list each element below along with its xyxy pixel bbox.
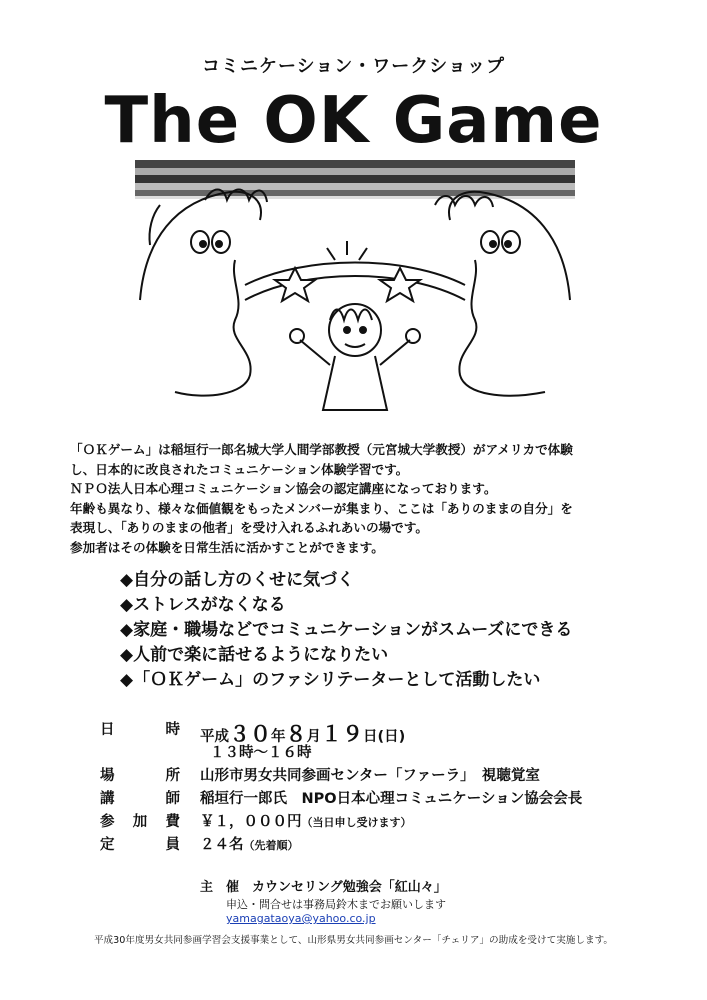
time-value: １３時～１６時 [210, 745, 312, 761]
intro-line: 年齢も異なり、様々な価値観をもったメンバーが集まり、ここは「ありのままの自分」を [70, 500, 573, 516]
benefit-item: ◆ストレスがなくなる [120, 595, 286, 615]
place-label: 場 所 [100, 768, 180, 784]
fee-row [100, 810, 680, 833]
benefit-item: ◆自分の話し方のくせに気づく [120, 570, 355, 590]
lecturer-row [100, 787, 680, 810]
date-value: 平成３０年８月１９日(日) [200, 722, 406, 746]
benefit-list [120, 568, 680, 693]
left-character [140, 190, 267, 396]
intro-line: し、日本的に改良されたコミュニケーション体験学習です。 [70, 461, 409, 477]
intro-line: 「ＯＫゲーム」は稲垣行一郎名城大学人間学部教授（元宮城大学教授）がアメリカで体験 [70, 442, 573, 457]
capacity-label: 定 員 [100, 837, 180, 853]
capacity-value: ２４名（先着順） [200, 837, 299, 853]
benefit-item: ◆人前で楽に話せるようになりたい [120, 645, 389, 665]
benefit-item: ◆家庭・職場などでコミュニケーションがスムーズにできる [120, 620, 573, 640]
benefit-item: ◆「ＯＫゲーム」のファシリテーターとして活動したい [120, 670, 541, 690]
workshop-subtitle: コミニケーション・ワークショップ [202, 56, 505, 77]
capacity-row [100, 833, 680, 856]
place-row [100, 764, 680, 787]
event-details [100, 718, 680, 856]
time-row [100, 741, 680, 764]
intro-line: ＮＰＯ法人日本心理コミュニケーション協会の認定講座になっております。 [70, 481, 497, 496]
illustration-ok-game [135, 160, 575, 420]
page-title: The OK Game [104, 84, 603, 158]
lecturer-label: 講 師 [100, 791, 180, 807]
fee-label: 参 加 費 [100, 814, 180, 830]
lecturer-value: 稲垣行一郎氏 NPO日本心理コミュニケーション協会会長 [200, 791, 583, 807]
footer-note: 平成30年度男女共同参画学習会支援事業として、山形県男女共同参画センター「チェリア」の助成を受けて実施します。 [93, 935, 614, 946]
center-character [290, 304, 420, 410]
intro-line: 参加者はその体験を日常生活に活かすことができます。 [70, 539, 384, 555]
right-character [435, 192, 570, 396]
date-label: 日 時 [100, 722, 180, 738]
fee-value: ￥１，０００円（当日申し受けます） [200, 814, 412, 830]
striped-banner [135, 160, 575, 199]
place-value: 山形市男女共同参画センター「ファーラ」 視聴覚室 [200, 768, 540, 784]
intro-text [70, 440, 670, 557]
date-row [100, 718, 680, 746]
organizer: 主 催 カウンセリング勉強会「紅山々」 [200, 880, 447, 895]
arc-with-stars [245, 241, 465, 301]
intro-line: 表現し、「ありのままの他者」を受け入れるふれあいの場です。 [70, 520, 428, 535]
contact-note: 申込・問合せは事務局鈴木までお願いします [226, 898, 446, 911]
email-link[interactable]: yamagataoya@yahoo.co.jp [226, 912, 376, 925]
